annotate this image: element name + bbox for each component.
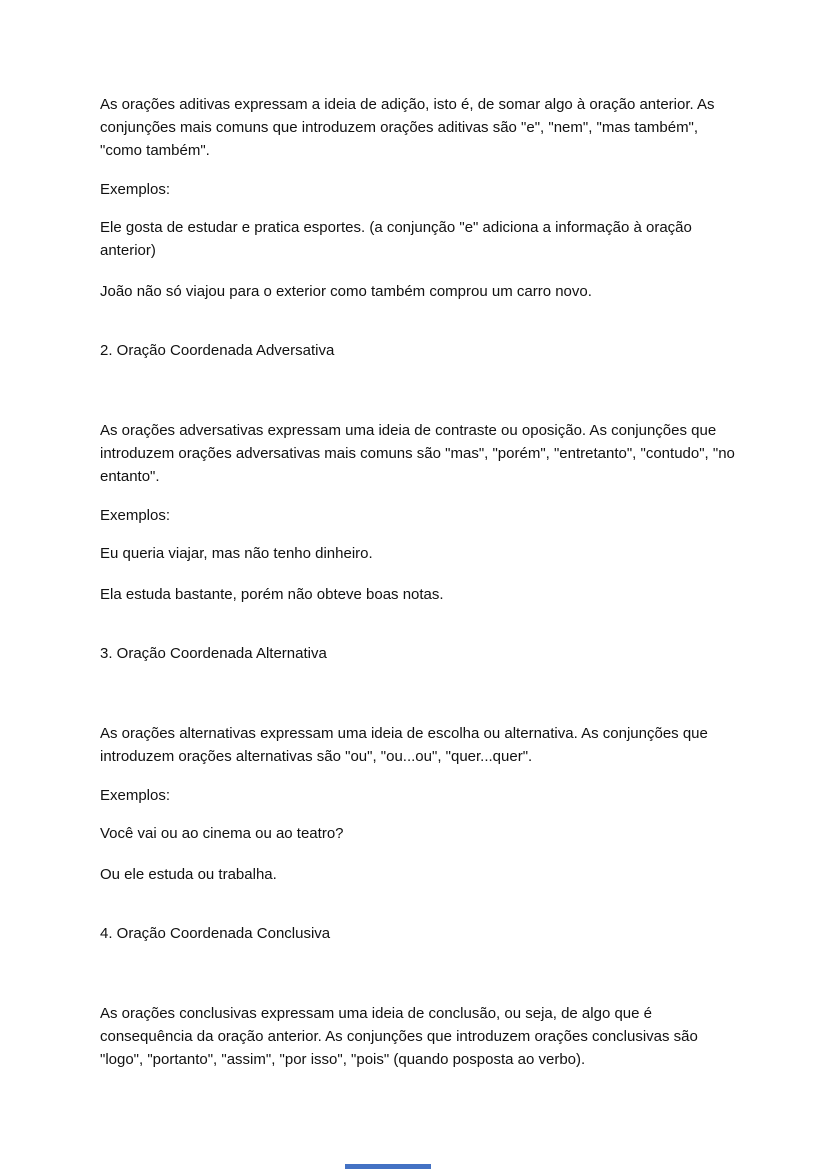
paragraph-additive-intro: As orações aditivas expressam a ideia de adição, isto é, de somar algo à oração anterior. As conjunções mais comuns que introduzem orações aditivas são "e", "nem", "mas também", "como também".: [100, 96, 715, 159]
examples-label-alternativa: Exemplos:: [100, 787, 171, 804]
paragraph-conclusiva-intro: As orações conclusivas expressam uma ideia de conclusão, ou seja, de algo que é consequência da oração anterior. As conjunções que introduzem orações conclusivas são "logo", "portanto", "assim", "por isso", "pois" (quando posposta ao verbo).: [100, 1005, 698, 1068]
example-sentence-alternativa-1: Você vai ou ao cinema ou ao teatro?: [100, 825, 344, 842]
example-sentence-additive-1: Ele gosta de estudar e pratica esportes. (a conjunção "e" adiciona a informação à oração anterior): [100, 219, 692, 259]
examples-label-additive: Exemplos:: [100, 181, 171, 198]
section-heading-adversativa: 2. Oração Coordenada Adversativa: [100, 342, 335, 359]
examples-label-adversativa: Exemplos:: [100, 507, 171, 524]
example-sentence-additive-2: João não só viajou para o exterior como também comprou um carro novo.: [100, 283, 592, 300]
paragraph-alternativa-intro: As orações alternativas expressam uma ideia de escolha ou alternativa. As conjunções que introduzem orações alternativas são "ou", "ou...ou", "quer...quer".: [100, 725, 708, 765]
example-sentence-adversativa-2: Ela estuda bastante, porém não obteve boas notas.: [100, 586, 444, 603]
paragraph-adversativa-intro: As orações adversativas expressam uma ideia de contraste ou oposição. As conjunções que introduzem orações adversativas mais comuns são "mas", "porém", "entretanto", "contudo", "no entanto".: [100, 422, 735, 485]
page-bottom-blue-bar: [345, 1164, 431, 1169]
example-sentence-alternativa-2: Ou ele estuda ou trabalha.: [100, 866, 277, 883]
example-sentence-adversativa-1: Eu queria viajar, mas não tenho dinheiro.: [100, 545, 373, 562]
section-heading-conclusiva: 4. Oração Coordenada Conclusiva: [100, 925, 331, 942]
section-heading-alternativa: 3. Oração Coordenada Alternativa: [100, 645, 327, 662]
document-content: [100, 93, 736, 1071]
